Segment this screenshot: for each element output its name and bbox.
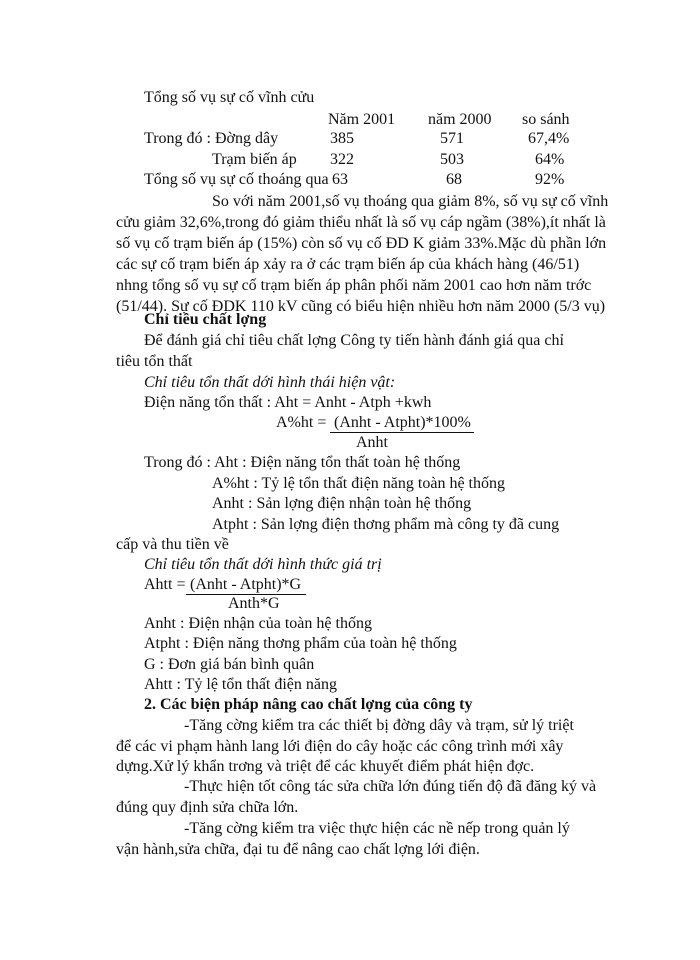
formula-pct-denominator: Anht (356, 434, 388, 451)
para1-line: số vụ cố trạm biến áp (15%) còn số vụ cố ĐD K giảm 33%.Mặc dù phần lớn (116, 235, 607, 252)
para1-line: các sự cố trạm biến áp xảy ra ở các trạm biến áp của khách hàng (46/51) (116, 256, 580, 273)
col-header-2001: Năm 2001 (328, 111, 396, 128)
para1-line: So với năm 2001,số vụ thoáng qua giảm 8%, số vụ sự cố vĩnh (212, 193, 609, 210)
para1-line: (51/44). Sự cố ĐDK 110 kV cũng có biểu hiện nhiều hơn năm 2000 (5/3 vụ) (116, 298, 606, 315)
section2-line: để các vi phạm hành lang lới điện do cây hoặc các công trình mới xây (116, 738, 564, 755)
row-substation-2000: 503 (440, 151, 464, 168)
subheading-physical-loss: Chỉ tiêu tổn thất dới hình thái hiện vật: (144, 374, 396, 391)
definition-line: Anht : Sản lợng điện nhận toàn hệ thống (212, 495, 472, 512)
formula-value-denominator: Anth*G (228, 595, 280, 612)
fraction-bar (330, 432, 474, 433)
row-line-pct: 67,4% (528, 130, 570, 147)
definition-line: G : Đơn giá bán bình quân (144, 656, 315, 673)
row-transient-label: Tổng số vụ sự cố thoáng qua (144, 171, 329, 188)
section1-intro-line: tiêu tổn thất (116, 353, 193, 370)
definition-line: A%ht : Tỷ lệ tổn thất điện năng toàn hệ thống (212, 475, 505, 492)
row-substation-label: Trạm biến áp (212, 151, 297, 168)
row-line-2000: 571 (440, 130, 464, 147)
row-line-2001: 385 (330, 130, 354, 147)
formula-loss: Điện năng tổn thất : Aht = Anht - Atph +kwh (144, 394, 432, 411)
formula-pct-left: A%ht = (276, 414, 327, 431)
para1-line: nhng tổng số vụ sự cố trạm biến áp phân phối năm 2001 cao hơn năm trớc (116, 277, 592, 294)
section2-title: 2. Các biện pháp nâng cao chất lợng của công ty (144, 696, 473, 713)
section2-line: đúng quy định sửa chữa lớn. (116, 799, 299, 816)
subheading-value-loss: Chỉ tiêu tổn thất dới hình thức giá trị (144, 556, 382, 573)
section1-intro-line: Để đánh giá chỉ tiêu chất lợng Công ty tiến hành đánh giá qua chỉ (144, 332, 564, 349)
row-line-label: Trong đó : Đờng dây (144, 130, 279, 147)
row-substation-2001: 322 (330, 151, 354, 168)
row-substation-pct: 64% (535, 151, 565, 168)
col-header-2000: năm 2000 (428, 111, 492, 128)
row-transient-pct: 92% (535, 171, 565, 188)
definition-line: Trong đó : Aht : Điện năng tổn thất toàn hệ thống (144, 454, 461, 471)
section1-title: Chỉ tiêu chất lợng (144, 311, 267, 328)
definition-line: Ahtt : Tỷ lệ tổn thất điện năng (144, 676, 338, 693)
section2-line: -Tăng cờng kiểm tra việc thực hiện các nề nếp trong quản lý (184, 820, 570, 837)
definition-line: Atpht : Sản lợng điện thơng phẩm mà công ty đã cung (212, 516, 560, 533)
formula-value-left: Ahtt = (144, 576, 186, 593)
section2-line: dựng.Xử lý khẩn trơng và triệt để các khuyết điểm phát hiện đợc. (116, 758, 535, 775)
formula-value-numerator: (Anht - Atpht)*G (190, 576, 302, 593)
definition-line: cấp và thu tiền về (116, 536, 229, 553)
stats-heading: Tổng số vụ sự cố vĩnh cửu (144, 89, 315, 106)
formula-pct-numerator: (Anht - Atpht)*100% (334, 414, 471, 431)
definition-line: Atpht : Điện năng thơng phẩm của toàn hệ thống (144, 635, 457, 652)
row-transient-2001: 63 (332, 171, 348, 188)
row-transient-2000: 68 (446, 171, 462, 188)
section2-line: -Tăng cờng kiểm tra các thiết bị đờng dây và trạm, sử lý triệt (184, 717, 574, 734)
para1-line: cửu giảm 32,6%,trong đó giảm thiểu nhất là số vụ cáp ngầm (38%),ít nhất là (116, 214, 606, 231)
definition-line: Anht : Điện nhận của toàn hệ thống (144, 615, 372, 632)
col-header-compare: so sánh (522, 111, 570, 128)
section2-line: vận hành,sửa chữa, đại tu để nâng cao chất lợng lới điện. (116, 841, 480, 858)
section2-line: -Thực hiện tốt công tác sửa chữa lớn đúng tiến độ đã đăng ký và (184, 778, 597, 795)
